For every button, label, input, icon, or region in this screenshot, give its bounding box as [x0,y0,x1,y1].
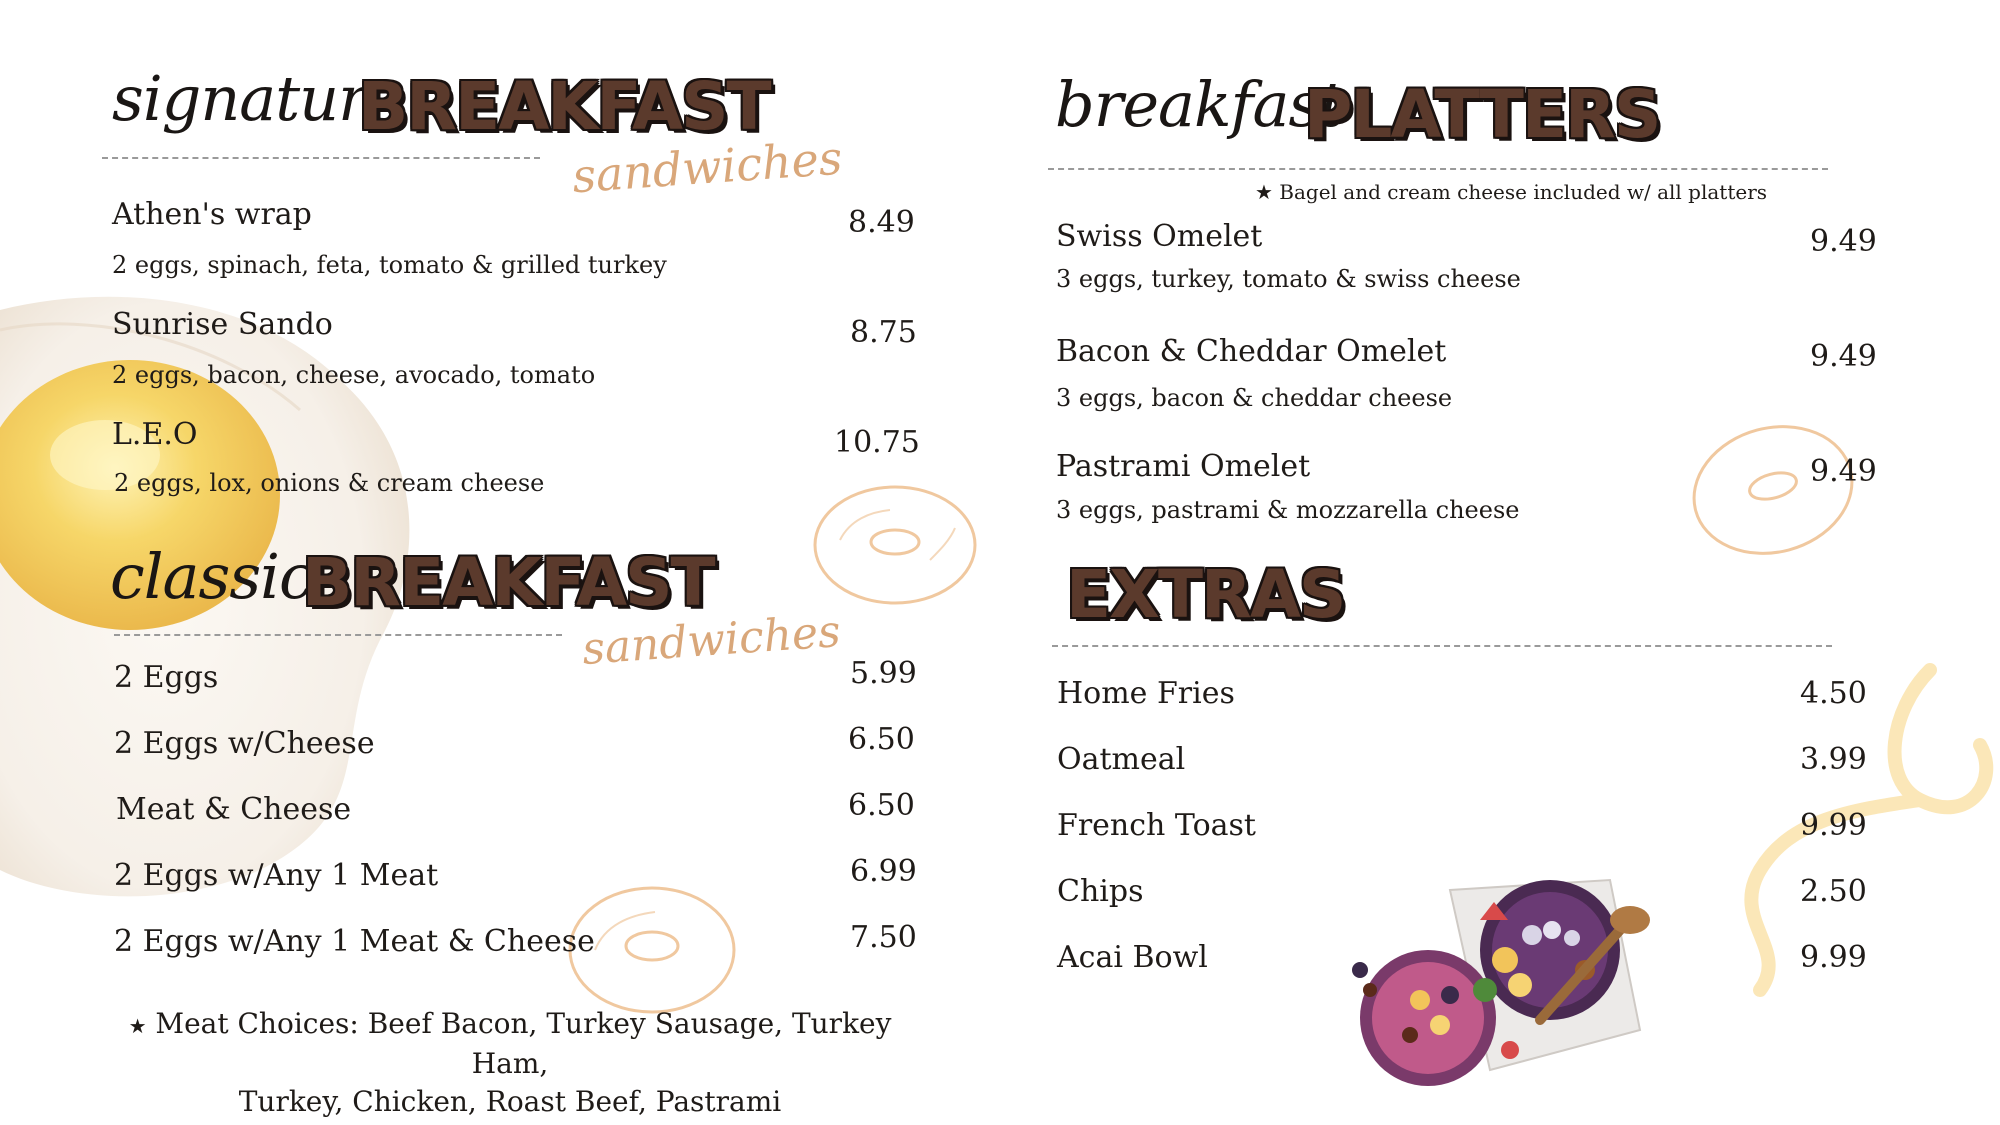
menu-item-name: 2 Eggs w/Any 1 Meat & Cheese [114,924,595,959]
acai-bowl-illustration [1320,870,1680,1110]
menu-item-price: 6.50 [848,788,915,823]
classic-block-heading: BREAKFAST [302,544,714,621]
menu-item-price: 9.49 [1810,339,1877,374]
menu-item-price: 8.75 [850,315,917,350]
menu-item-name: 2 Eggs [114,660,219,695]
menu-item-name: 2 Eggs w/Any 1 Meat [114,858,439,893]
classic-sub-script: sandwiches [580,606,843,675]
platters-note: ★ Bagel and cream cheese included w/ all platters [1255,180,1768,204]
menu-item-description: 2 eggs, lox, onions & cream cheese [114,469,545,497]
classic-divider [114,634,562,636]
menu-item-description: 3 eggs, turkey, tomato & swiss cheese [1056,265,1521,293]
signature-divider [102,157,540,159]
menu-item-price: 6.50 [848,722,915,757]
menu-item-price: 9.49 [1810,454,1877,489]
menu-item-price: 7.50 [850,920,917,955]
menu-item-name: Meat & Cheese [116,792,352,827]
menu-item-name: Acai Bowl [1057,940,1208,975]
menu-item-price: 4.50 [1800,676,1867,711]
bagel-illustration [810,480,980,610]
signature-sub-script: sandwiches [570,130,844,204]
menu-item-description: 3 eggs, bacon & cheddar cheese [1056,384,1453,412]
menu-item-price: 10.75 [834,425,920,460]
menu-item-price: 2.50 [1800,874,1867,909]
bagel-illustration [1688,420,1858,560]
menu-item-name: Swiss Omelet [1056,219,1263,254]
menu-item-price: 9.99 [1800,940,1867,975]
star-icon: ★ [128,1014,147,1038]
menu-item-name: French Toast [1057,808,1256,843]
menu-item-name: Bacon & Cheddar Omelet [1056,334,1447,369]
platters-block-heading: PLATTERS [1304,76,1660,153]
extras-divider [1052,645,1832,647]
menu-item-price: 3.99 [1800,742,1867,777]
menu-item-price: 9.99 [1800,808,1867,843]
menu-item-price: 6.99 [850,854,917,889]
menu-item-name: Sunrise Sando [112,307,333,342]
menu-item-name: Chips [1057,874,1144,909]
platters-script-heading: breakfast [1055,68,1344,141]
menu-item-price: 8.49 [848,205,915,240]
menu-item-price: 9.49 [1810,224,1877,259]
platters-divider [1048,168,1828,170]
classic-script-heading: classic [110,540,313,613]
menu-item-name: 2 Eggs w/Cheese [114,726,375,761]
menu-item-description: 2 eggs, spinach, feta, tomato & grilled turkey [112,251,667,279]
menu-item-name: L.E.O [112,417,198,452]
meat-choices-note: ★ Meat Choices: Beef Bacon, Turkey Sausage, Turkey Ham, Turkey, Chicken, Roast Beef, Pastrami [128,1007,892,1118]
signature-block-heading: BREAKFAST [358,68,770,145]
extras-block-heading: EXTRAS [1066,556,1345,633]
menu-item-name: Athen's wrap [112,197,312,232]
menu-item-description: 3 eggs, pastrami & mozzarella cheese [1056,496,1520,524]
menu-item-name: Pastrami Omelet [1056,449,1311,484]
menu-item-price: 5.99 [850,656,917,691]
star-icon: ★ [1255,180,1273,204]
menu-item-name: Home Fries [1057,676,1235,711]
menu-item-description: 2 eggs, bacon, cheese, avocado, tomato [112,361,596,389]
menu-item-name: Oatmeal [1057,742,1186,777]
signature-script-heading: signature [112,62,403,135]
